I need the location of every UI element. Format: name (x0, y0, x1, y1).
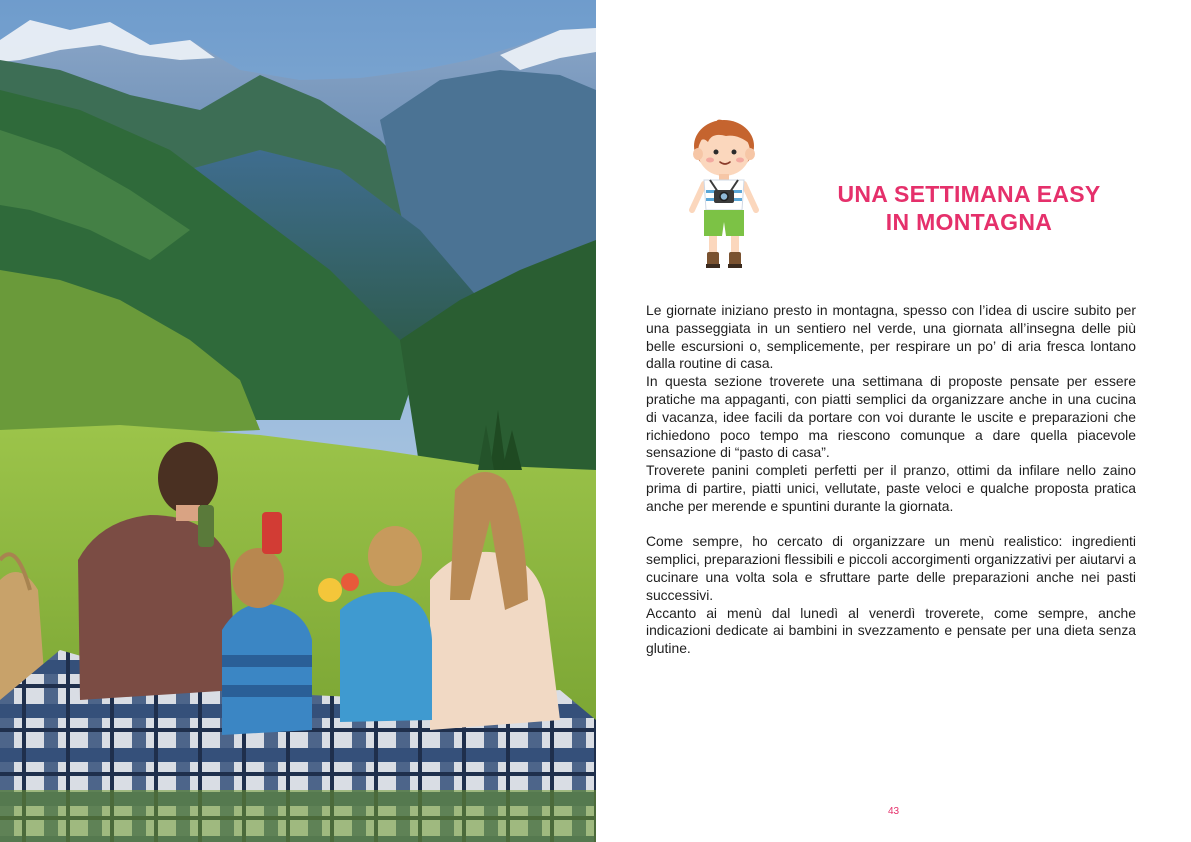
title-line-2: IN MONTAGNA (885, 209, 1053, 235)
section-title (814, 180, 1124, 236)
paragraph: Accanto ai menù dal lunedì al venerdì troverete, come sempre, anche indicazioni dedicate ai bambini in svezzamento e pensate per una dieta senza glutine. (646, 604, 1136, 657)
paragraph: In questa sezione troverete una settimana di proposte pensate per essere pratiche ma appaganti, con piatti semplici da organizzare anche in una cucina di vacanza, idee facili da portare con voi durante le uscite e preparazioni che richiedono poco tempo ma riescono comunque a dare quella piacevole sensazione di “pasto di casa”. (646, 373, 1136, 461)
page-number: 43 (887, 806, 900, 817)
body-text (646, 302, 1136, 658)
paragraph: Come sempre, ho cercato di organizzare un menù realistico: ingredienti semplici, preparazioni flessibili e piccoli accorgimenti organizzativi per aiutarvi a cucinare una volta sola e sfruttare parte delle preparazioni anche nei pasti successivi. (646, 533, 1136, 603)
title-line-1: UNA SETTIMANA EASY (837, 181, 1101, 207)
boy-with-camera-illustration (682, 118, 762, 278)
paragraph: Le giornate iniziano presto in montagna, spesso con l’idea di uscire subito per una passeggiata in un sentiero nel verde, una giornata all’insegna delle più belle escursioni o, semplicemente, per respirare un po’ di aria fresca lontano dalla routine di casa. (646, 302, 1136, 372)
paragraph: Troverete panini completi perfetti per il pranzo, ottimi da infilare nello zaino prima di partire, piatti unici, vellutate, paste veloci e qualche proposta pratica anche per merende e spuntini durante la giornata. (646, 462, 1136, 514)
text-page (596, 0, 1191, 842)
